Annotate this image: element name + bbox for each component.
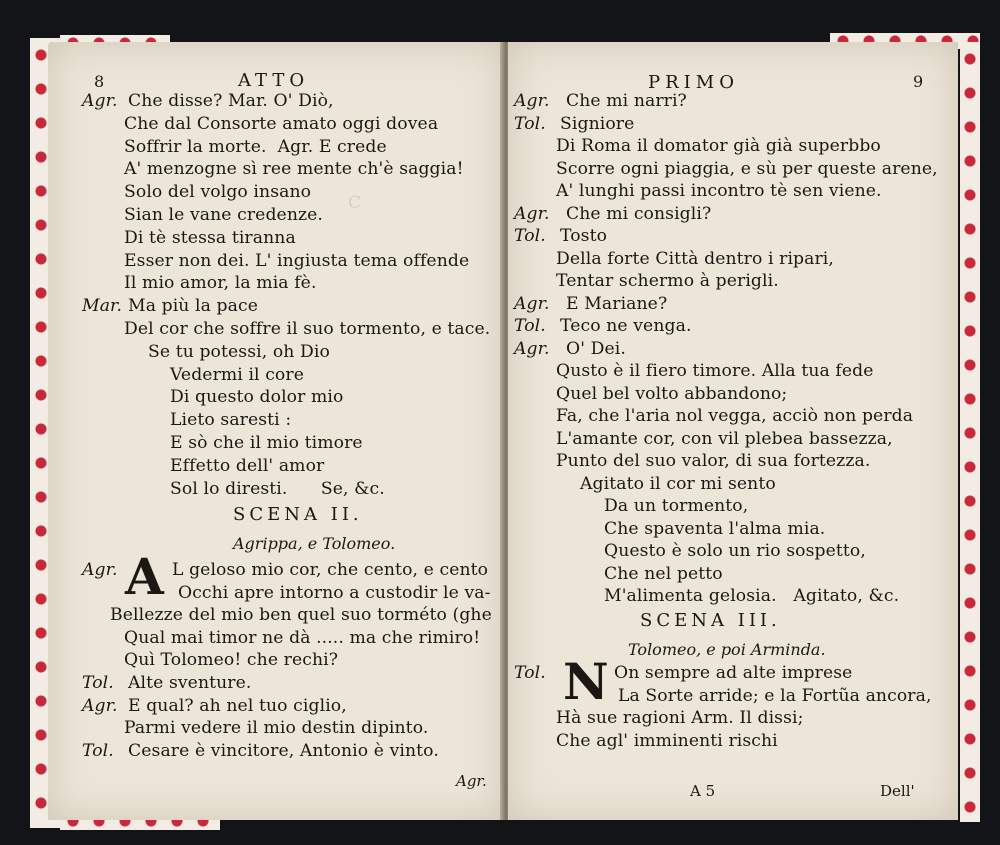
verse-line: Solo del volgo insano [124, 182, 312, 203]
verse-line: Che spaventa l'alma mia. [604, 518, 826, 539]
verse-line: Da un tormento, [604, 496, 749, 516]
verse-line: Il mio amor, la mia fè. [124, 273, 317, 294]
verse-line: La Sorte arride; e la Fortũa ancora, [618, 685, 932, 706]
verse-line: Qusto è il fiero timore. Alla tua fede [556, 361, 874, 381]
verse-line: Se tu potessi, oh Dio [148, 341, 330, 362]
verse-line: O' Dei. [566, 338, 626, 359]
open-book [30, 30, 980, 830]
verse-line: Soffrir la morte. Agr. E crede [124, 136, 387, 157]
show-through: C [348, 193, 362, 213]
verse-line: Della forte Città dentro i ripari, [556, 248, 834, 269]
verse-line: Cesare è vincitore, Antonio è vinto. [128, 740, 439, 761]
verse-line: Tosto [560, 226, 608, 246]
speaker-label: Tol. [82, 740, 114, 761]
speaker-label: Tol. [514, 316, 546, 336]
verse-line: Che mi narri? [566, 91, 687, 111]
verse-line: E qual? ah nel tuo ciglio, [128, 695, 347, 716]
drop-cap: N [563, 652, 609, 711]
verse-line: Quel bel volto abbandono; [556, 383, 788, 404]
verse-line: On sempre ad alte imprese [614, 663, 853, 683]
verse-line: Esser non dei. L' ingiusta tema offende [124, 250, 470, 271]
verse-line: Fa, che l'aria nol vegga, acciò non perda [556, 406, 914, 426]
right-page [508, 42, 958, 820]
verse-line: L geloso mio cor, che cento, e cento [172, 560, 489, 580]
verse-line: Di questo dolor mio [170, 387, 344, 408]
verse-line: Teco ne venga. [560, 316, 692, 336]
scene-title: SCENA III. [640, 610, 781, 631]
running-head: ATTO [238, 70, 310, 91]
verse-line: A' lunghi passi incontro tè sen viene. [556, 181, 882, 201]
verse-line: Ma più la pace [128, 296, 258, 317]
verse-line: Bellezze del mio ben quel suo torméto (ghe [110, 605, 492, 626]
verse-line: Quì Tolomeo! che rechi? [124, 650, 339, 671]
verse-line: Lieto saresti : [170, 410, 292, 431]
left-page [48, 42, 504, 820]
verse-line: Occhi apre intorno a custodir le va- [178, 582, 491, 603]
signature-mark: A 5 [690, 782, 716, 800]
verse-line: A' menzogne sì ree mente ch'è saggia! [124, 159, 464, 180]
speaker-label: Agr. [514, 338, 550, 359]
speaker-label: Agr. [82, 695, 118, 716]
catchword: Agr. [456, 772, 487, 790]
speaker-label: Agr. [514, 91, 550, 111]
verse-line: L'amante cor, con vil plebea bassezza, [556, 428, 893, 449]
verse-line: Di Roma il domator già già superbbo [556, 136, 881, 156]
book-cover-edge [960, 42, 980, 822]
catchword: Dell' [880, 782, 915, 800]
verse-line: E Mariane? [566, 293, 668, 314]
speaker-label: Mar. [82, 296, 123, 317]
verse-line: Scorre ogni piaggia, e sù per queste arene, [556, 158, 938, 179]
verse-line: Qual mai timor ne dà ..... ma che rimiro! [124, 627, 481, 648]
page-number: 8 [94, 72, 105, 91]
verse-line: Hà sue ragioni Arm. Il dissi; [556, 708, 804, 729]
verse-line: Parmi vedere il mio destin dipinto. [124, 718, 429, 739]
verse-line: Che mi consigli? [566, 203, 712, 224]
verse-line: E sò che il mio timore [170, 433, 363, 453]
verse-line: Del cor che soffre il suo tormento, e tace. [124, 319, 491, 339]
speaker-label: Agr. [514, 203, 550, 224]
verse-line: Effetto dell' amor [170, 455, 325, 476]
running-head: PRIMO [648, 72, 739, 93]
scene-persons: Agrippa, e Tolomeo. [233, 534, 396, 553]
verse-line: Che disse? Mar. O' Diò, [128, 91, 334, 111]
verse-line: Che agl' imminenti rischi [556, 730, 778, 751]
speaker-label: Agr. [82, 91, 118, 111]
speaker-label: Tol. [514, 226, 546, 246]
page-number: 9 [913, 72, 924, 91]
verse-line: Signiore [560, 113, 635, 134]
verse-line: Vedermi il core [170, 364, 304, 385]
verse-line: Alte sventure. [128, 673, 252, 693]
verse-line: Di tè stessa tiranna [124, 227, 296, 248]
verse-line: Questo è solo un rio sospetto, [604, 541, 866, 561]
verse-line: Che dal Consorte amato oggi dovea [124, 113, 439, 134]
scene-title: SCENA II. [233, 504, 363, 525]
verse-line: M'alimenta gelosia. Agitato, &c. [604, 586, 900, 606]
verse-line: Che nel petto [604, 563, 723, 584]
verse-line: Tentar schermo à perigli. [556, 271, 779, 291]
scene-persons: Tolomeo, e poi Arminda. [628, 640, 826, 659]
speaker-label: Tol. [82, 673, 114, 693]
verse-line: Punto del suo valor, di sua fortezza. [556, 451, 871, 471]
speaker-label: Agr. [82, 560, 118, 580]
verse-line: Sian le vane credenze. [124, 205, 323, 225]
speaker-label: Tol. [514, 113, 546, 134]
speaker-label: Tol. [514, 663, 546, 683]
drop-cap: A [125, 547, 164, 606]
speaker-label: Agr. [514, 293, 550, 314]
verse-line: Agitato il cor mi sento [580, 473, 776, 494]
verse-line: Sol lo diresti. Se, &c. [170, 478, 385, 499]
